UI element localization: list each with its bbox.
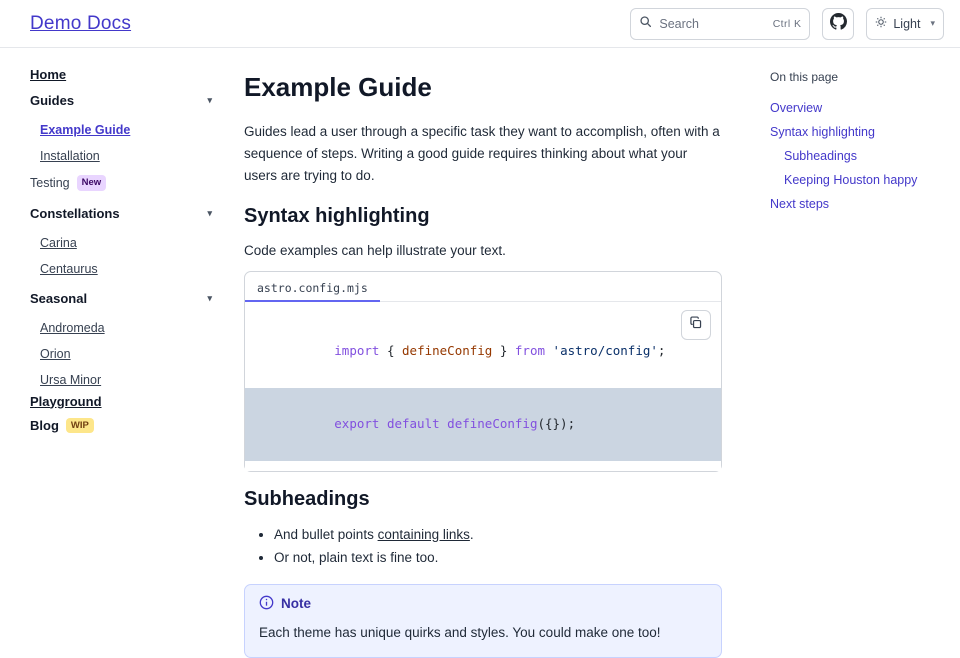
code-token: ; bbox=[657, 342, 666, 358]
sidebar-item-testing[interactable] bbox=[0, 169, 228, 197]
sidebar-item-orion[interactable] bbox=[0, 341, 228, 367]
list-item bbox=[274, 546, 722, 570]
site-brand[interactable]: Demo Docs bbox=[30, 12, 132, 34]
search-placeholder: Search bbox=[659, 16, 699, 31]
code-block bbox=[244, 271, 722, 471]
code-line-highlighted bbox=[245, 388, 721, 461]
code-token: export bbox=[334, 415, 387, 431]
header-actions bbox=[630, 8, 944, 40]
bullet-list bbox=[244, 523, 722, 570]
sidebar-item-andromeda-label: Andromeda bbox=[40, 320, 105, 335]
sidebar-item-carina[interactable] bbox=[0, 230, 228, 256]
code-tab-filename[interactable]: astro.config.mjs bbox=[245, 276, 380, 302]
toc-item-subheadings[interactable]: Subheadings bbox=[784, 149, 857, 163]
sidebar-group-constellations[interactable] bbox=[0, 197, 228, 230]
sidebar-item-testing-label: Testing bbox=[30, 175, 70, 190]
sidebar-item-installation-label: Installation bbox=[40, 149, 100, 163]
sidebar-item-example-guide-label: Example Guide bbox=[40, 123, 131, 137]
code-line bbox=[259, 314, 707, 387]
sidebar-item-ursa-minor-label: Ursa Minor bbox=[40, 372, 102, 387]
copy-button[interactable] bbox=[681, 310, 711, 340]
code-token: } bbox=[492, 342, 515, 358]
copy-icon bbox=[689, 316, 703, 335]
search-input[interactable] bbox=[630, 8, 810, 40]
sun-icon bbox=[875, 15, 887, 33]
page-title: Example Guide bbox=[244, 72, 432, 102]
sidebar-item-installation[interactable] bbox=[0, 143, 228, 169]
code-token: from bbox=[514, 342, 553, 358]
sidebar-group-seasonal-label: Seasonal bbox=[30, 290, 88, 306]
table-of-contents bbox=[746, 48, 960, 540]
main-content bbox=[228, 48, 746, 640]
code-tabbar bbox=[245, 272, 721, 302]
sidebar-item-example-guide[interactable] bbox=[0, 117, 228, 143]
code-token: 'astro/config' bbox=[552, 342, 658, 358]
info-icon bbox=[259, 595, 274, 613]
sidebar-group-constellations-label: Constellations bbox=[30, 205, 120, 221]
code-token: defineConfig bbox=[447, 415, 538, 431]
code-token: defineConfig bbox=[402, 342, 493, 358]
sidebar bbox=[0, 48, 228, 540]
sidebar-item-carina-label: Carina bbox=[40, 235, 77, 250]
sidebar-group-seasonal[interactable] bbox=[0, 282, 228, 315]
bullet-text-post: . bbox=[469, 526, 474, 542]
chevron-down-icon: ▾ bbox=[207, 95, 212, 105]
status-badge-wip: WIP bbox=[66, 418, 94, 434]
site-header bbox=[0, 0, 960, 48]
chevron-down-icon: ▾ bbox=[930, 18, 935, 28]
github-icon bbox=[830, 13, 847, 35]
github-link[interactable] bbox=[822, 8, 854, 40]
toc-item-syntax-highlighting[interactable]: Syntax highlighting bbox=[770, 125, 875, 139]
inline-link[interactable]: containing links bbox=[377, 526, 470, 542]
bullet-text-pre: Or not, plain text is fine too. bbox=[274, 550, 439, 566]
toc-title: On this page bbox=[770, 70, 839, 84]
theme-selector[interactable] bbox=[866, 8, 944, 40]
status-badge-new: New bbox=[77, 175, 107, 191]
search-shortcut: Ctrl K bbox=[772, 17, 802, 30]
toc-item-keeping-houston-happy[interactable]: Keeping Houston happy bbox=[784, 173, 918, 187]
code-token: default bbox=[386, 415, 448, 431]
bullet-text-pre: And bullet points bbox=[274, 526, 378, 542]
sidebar-item-centaurus-label: Centaurus bbox=[40, 261, 98, 276]
chevron-down-icon: ▾ bbox=[207, 292, 212, 303]
code-token: import bbox=[334, 342, 387, 358]
note-callout bbox=[244, 584, 722, 658]
search-icon bbox=[639, 15, 652, 33]
theme-label: Light bbox=[893, 16, 921, 31]
note-title: Note bbox=[281, 596, 311, 612]
code-body bbox=[245, 302, 721, 470]
toc-item-next-steps[interactable]: Next steps bbox=[770, 197, 830, 211]
section-heading-syntax-highlighting: Syntax highlighting bbox=[244, 204, 430, 227]
intro-paragraph: Guides lead a user through a specific task they want to accomplish, often with a sequence of steps. Writing a good guide requires thinking about what your users are trying to do. bbox=[244, 124, 720, 183]
sidebar-item-centaurus[interactable] bbox=[0, 256, 228, 282]
chevron-down-icon: ▾ bbox=[207, 207, 212, 218]
section-heading-subheadings: Subheadings bbox=[244, 487, 370, 510]
sidebar-item-playground[interactable]: Playground bbox=[30, 393, 102, 409]
toc-item-overview[interactable]: Overview bbox=[770, 101, 823, 115]
note-body: Each theme has unique quirks and styles. You could make one too! bbox=[259, 624, 661, 640]
sidebar-item-orion-label: Orion bbox=[40, 346, 71, 361]
syntax-intro-paragraph: Code examples can help illustrate your text. bbox=[244, 242, 506, 258]
sidebar-item-home[interactable]: Home bbox=[30, 67, 67, 82]
code-token: ({}); bbox=[537, 415, 576, 431]
sidebar-item-andromeda[interactable] bbox=[0, 315, 228, 341]
note-header bbox=[259, 595, 707, 613]
code-token: { bbox=[386, 342, 403, 358]
list-item bbox=[274, 523, 722, 547]
sidebar-group-guides-label: Guides bbox=[30, 93, 75, 108]
sidebar-item-blog-label: Blog bbox=[30, 417, 59, 433]
